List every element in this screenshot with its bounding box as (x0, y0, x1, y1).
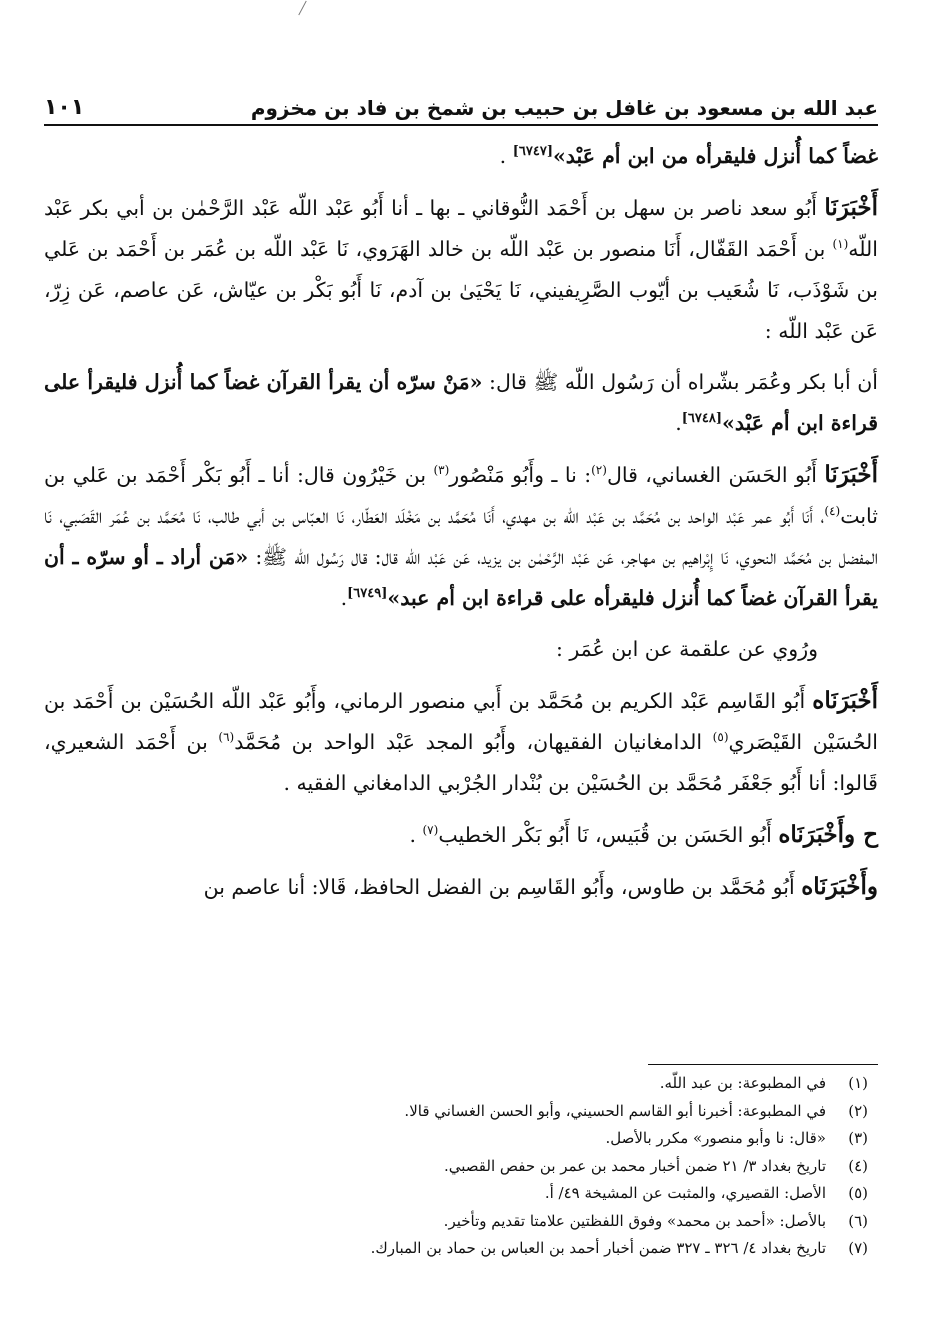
isnad-lead: وأَخْبَرَنَاه (801, 873, 878, 900)
isnad-text-3: بن أَحْمَد الشعيري، قَالوا: أنا أَبُو جَعْفَر مُحَمَّد بن الحُسَيْن بن بُنْدار الجُرْبي الدامغاني الفقيه . (44, 730, 878, 795)
paragraph-2 (44, 187, 878, 352)
footnote-text: بالأصل: «أحمد بن محمد» وفوق اللفظتين علامتا تقديم وتأخير. (443, 1211, 826, 1230)
footnote-number: (٦) (848, 1211, 868, 1230)
footnote-text: في المطبوعة: بن عبد اللّه. (659, 1074, 826, 1092)
isnad-text-2: : نا ـ وأَبُو مَنْصُور (449, 463, 592, 487)
footnotes (44, 1070, 868, 1263)
isnad-text: أَبُو القَاسِم عَبْد الكريم بن مُحَمَّد بن أَبي منصور الرماني، وأَبُو عَبْد اللّه الحُسَيْن بن أَحْمَد بن الحُسَيْن القَيْصَري (44, 689, 878, 754)
footnote-mark-7: (٧) (422, 823, 439, 838)
hadith-ref: [٦٧٤٨] (681, 411, 723, 427)
paragraph-tail: . (675, 411, 682, 435)
footnote-mark-5: (٥) (712, 730, 729, 745)
footnote-item (44, 1180, 868, 1208)
running-title: عبد الله بن مسعود بن غافل بن حبيب بن شمخ بن فاد بن مخزوم (250, 96, 878, 120)
footnote-item (44, 1125, 868, 1153)
hadith-ref: [٦٧٤٧] (512, 144, 553, 160)
isnad-text: أَبُو الحَسَن بن قُبَيس، نَا أَبُو بَكْر الخطيب (438, 823, 779, 847)
paragraph-4 (44, 454, 878, 619)
isnad-lead: ح وأَخْبَرَنَاه (778, 821, 878, 848)
footnote-text: «قال: نا وأبو منصور» مكرر بالأصل. (605, 1129, 826, 1147)
footnote-number: (٣) (848, 1129, 868, 1147)
isnad-lead: أَخْبَرَنَا (824, 461, 878, 488)
footnote-number: (٧) (848, 1239, 868, 1257)
isnad-lead: أَخْبَرَنَاه (812, 687, 878, 714)
isnad-text: أَبُو الحَسَن الغساني، قال (606, 463, 825, 487)
footnote-text: تاريخ بغداد ٣/ ٢١ ضمن أخبار محمد بن عمر بن حفص القصبي. (444, 1156, 826, 1175)
footnote-number: (١) (848, 1074, 868, 1092)
page-number: ١٠١ (44, 95, 85, 120)
paragraph-8 (44, 866, 878, 908)
paragraph-6 (44, 680, 878, 804)
page-header (44, 84, 878, 126)
footnote-item (44, 1208, 868, 1236)
footnote-divider (648, 1064, 878, 1065)
isnad-text-4: ، أَنَا أَبُو عمر عَبْد الواحد بن مُحَمَّد بن عَبْد اللّه بن مهدي، أَنَا مُحَمَّد بن مَخْلَد العَطّار، نَا العبّاس بن أبي طالب، نَا مُحَمَّد بن عُمَر القَصَبي، نَا المفضل بن مُحَمَّد النحوي، نَا إِبْراهيم بن مهاجر، عَن عَبْد الرَّحْمٰن بن يزيد، عَن عَبْد اللّه قال: قال رَسُول اللّه ﷺ: (44, 504, 878, 569)
hadith-text: غضاً كما أُنزل فليقرأه من ابن أم عَبْد» (552, 144, 878, 168)
narration-note: ورُوي عن علقمة عن ابن عُمَر : (555, 637, 818, 661)
footnote-mark-3: (٣) (433, 463, 450, 478)
footnote-text: في المطبوعة: أخبرنا أبو القاسم الحسيني، وأبو الحسن الغساني قالا. (404, 1101, 826, 1120)
isnad-text: أَبُو مُحَمَّد بن طاوس، وأَبُو القَاسِم بن الفضل الحافظ، قَالا: أنا عاصم بن (203, 875, 802, 899)
footnote-text: الأصل: القصيري، والمثبت عن المشيخة ٤٩/ أ. (544, 1184, 826, 1202)
isnad-text-2: الدامغانيان الفقيهان، وأَبُو المجد عَبْد الواحد بن مُحَمَّد (234, 730, 713, 754)
paragraph-tail: . (340, 586, 348, 610)
paragraph-1 (44, 136, 878, 177)
paragraph-tail: . (409, 823, 423, 847)
footnote-mark-2: (٢) (591, 463, 607, 478)
paragraph-5 (44, 629, 878, 670)
footnote-item (44, 1153, 868, 1181)
isnad-text-3: بن خَيْرُون قال: أنا ـ أَبُو بَكْر أَحْمَد بن عَلي بن ثابت (44, 463, 878, 528)
footnote-number: (٥) (848, 1184, 868, 1202)
paragraph-7 (44, 814, 878, 856)
footnote-mark-1: (١) (832, 237, 849, 252)
footnote-item (44, 1070, 868, 1098)
footnote-number: (٢) (848, 1101, 868, 1120)
main-text (44, 136, 878, 918)
footnote-item (44, 1235, 868, 1263)
footnote-mark-4: (٤) (824, 504, 841, 519)
hadith-text: «مَن أراد ـ أو سرّه ـ أن يقرأ القرآن غضاً كما أُنزل فليقرأه على قراءة ابن أم عبد» (44, 545, 878, 610)
paragraph-tail: . (499, 144, 513, 168)
footnote-item (44, 1098, 868, 1126)
footnote-number: (٤) (848, 1156, 868, 1175)
isnad-text-2: بن أَحْمَد القَفّال، أَنَا منصور بن عَبْد اللّه بن خالد الهَرَوي، نَا عَبْد اللّه بن عُمَر بن أَحْمَد بن عَلي بن شَوْذَب، نَا شُعَيب بن أيّوب الصَّرِيفيني، نَا يَحْيَىٰ بن آدم، نَا أَبُو بَكْر بن عيّاش، عَن عاصم، عَن زِرّ، عَن عَبْد اللّه : (44, 237, 878, 343)
isnad-text: أَبُو سعد ناصر بن سهل بن أَحْمَد النُّوقاني ـ بها ـ أنا أَبُو عَبْد اللّه عَبْد الرَّحْمٰن بن أبي بكر عَبْد اللّه (44, 196, 878, 261)
paragraph-3 (44, 362, 878, 444)
matn-intro: أن أبا بكر وعُمَر بشّراه أن رَسُول اللّه ﷺ قال: (482, 370, 879, 394)
hadith-ref: [٦٧٤٩] (347, 586, 388, 602)
footnote-mark-6: (٦) (218, 730, 235, 745)
isnad-lead: أَخْبَرَنَا (824, 194, 878, 221)
scan-mark (298, 1, 306, 16)
hadith-text: «مَنْ سرّه أن يقرأ القرآن غضاً كما أُنزل فليقرأ على قراءة ابن أم عَبْد» (44, 370, 878, 435)
footnote-text: تاريخ بغداد ٤/ ٣٢٦ ـ ٣٢٧ ضمن أخبار أحمد بن العباس بن حماد بن المبارك. (370, 1239, 826, 1257)
